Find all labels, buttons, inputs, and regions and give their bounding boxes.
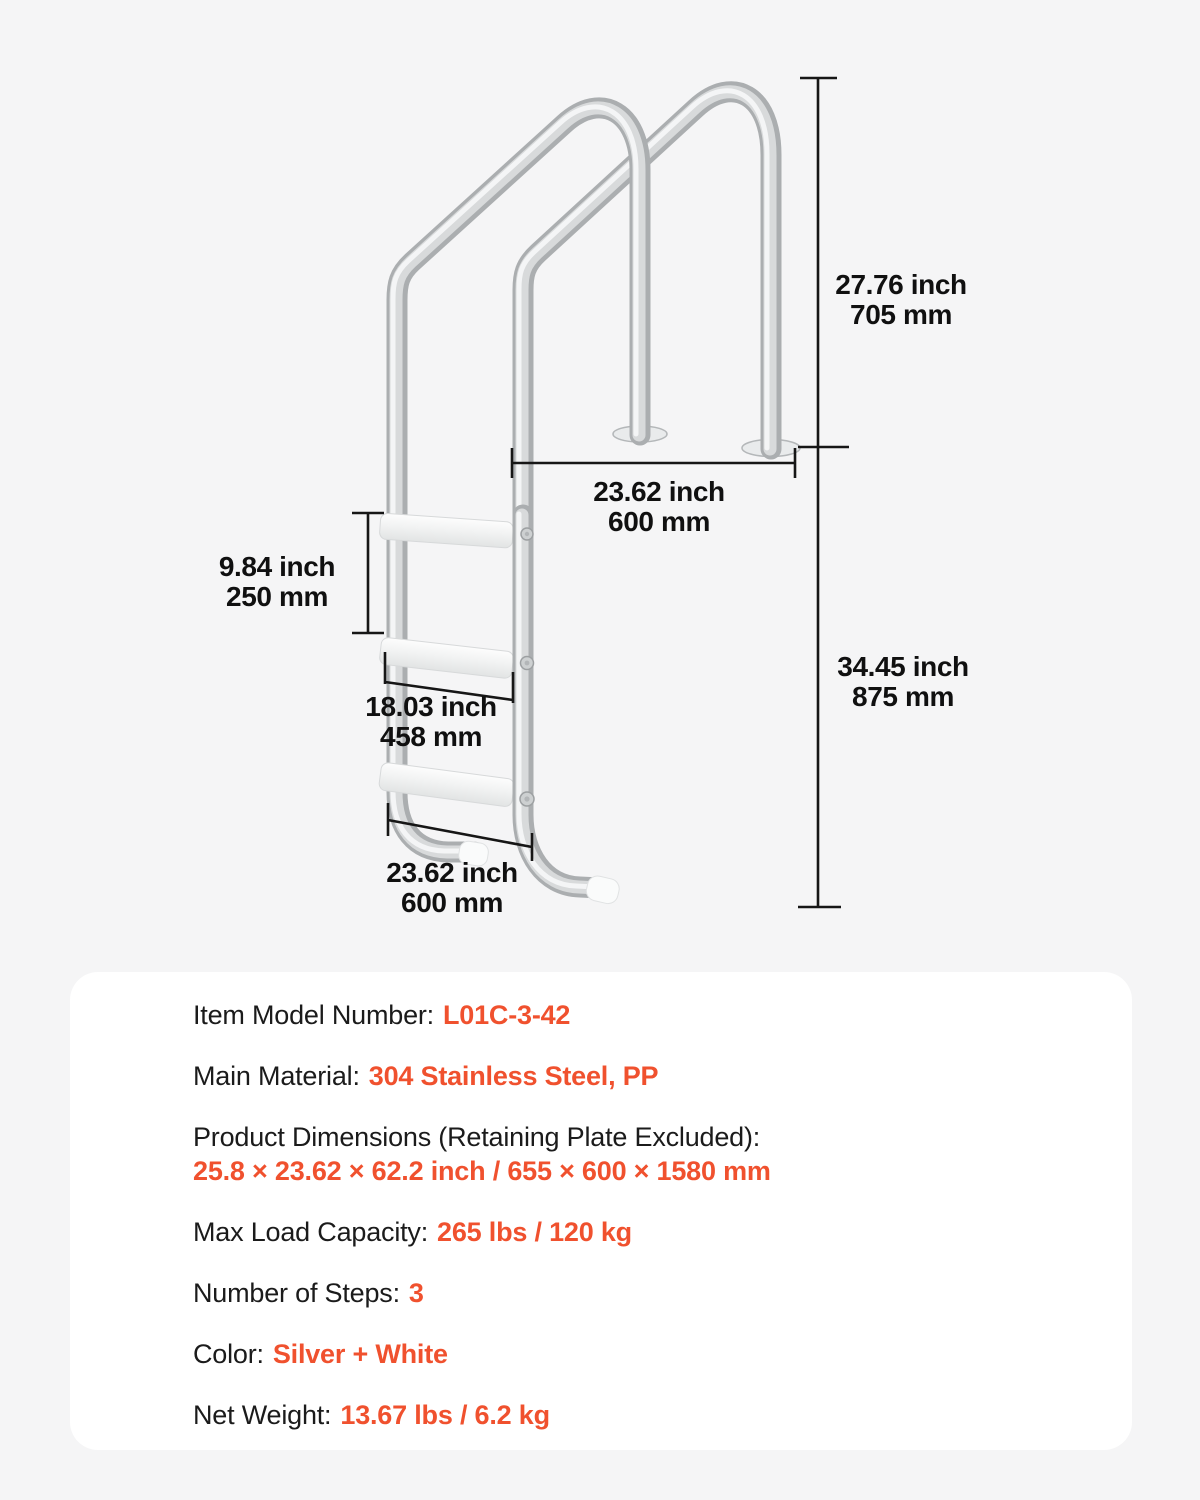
dim-line-right-vertical [798, 78, 849, 907]
end-cap-right [584, 874, 621, 906]
dim-label-step-spacing [219, 552, 335, 612]
screw-dot [525, 661, 530, 666]
dim-label-leg-span [386, 858, 517, 918]
spec-label: Number of Steps: [193, 1278, 400, 1308]
spec-row-model-number [193, 998, 1092, 1032]
dim-inch: 27.76 inch [835, 269, 967, 300]
spec-label: Max Load Capacity: [193, 1217, 429, 1247]
dim-inch: 34.45 inch [837, 651, 969, 682]
spec-value: 3 [408, 1278, 424, 1308]
dim-mm: 458 mm [380, 721, 482, 752]
spec-row-load-capacity [193, 1215, 1092, 1249]
dim-mm: 875 mm [852, 681, 954, 712]
spec-row-steps [193, 1276, 1092, 1310]
handrail-right-lower [519, 514, 600, 888]
spec-value: 265 lbs / 120 kg [437, 1217, 632, 1247]
dim-inch: 9.84 inch [218, 551, 336, 582]
spec-row-color [193, 1337, 1092, 1371]
dim-label-lower-height [837, 652, 968, 712]
dim-mm: 600 mm [401, 887, 503, 918]
dim-mm: 600 mm [608, 506, 710, 537]
dim-inch: 23.62 inch [386, 857, 518, 888]
screw-dot [525, 532, 529, 536]
spec-row-dimensions [193, 1120, 1092, 1188]
spec-value: L01C-3-42 [442, 1000, 571, 1030]
dim-line-step-spacing [352, 513, 384, 633]
spec-value: 25.8 × 23.62 × 62.2 inch / 655 × 600 × 1580 mm [193, 1156, 771, 1186]
tube-shade [523, 515, 600, 888]
spec-row-material [193, 1059, 1092, 1093]
dim-label-step-width [365, 692, 496, 752]
spec-label: Item Model Number: [193, 1000, 434, 1030]
spec-label: Main Material: [193, 1061, 360, 1091]
dim-label-handrail-height [835, 270, 966, 330]
dim-inch: 23.62 inch [593, 476, 725, 507]
dim-mm: 705 mm [850, 299, 952, 330]
spec-row-net-weight [193, 1398, 1092, 1432]
spec-label: Color: [193, 1339, 264, 1369]
dim-inch: 18.03 inch [365, 691, 497, 722]
spec-value: 13.67 lbs / 6.2 kg [340, 1400, 550, 1430]
spec-panel [70, 972, 1132, 1450]
dim-mm: 250 mm [226, 581, 328, 612]
screw-dot [524, 796, 529, 801]
spec-label: Net Weight: [193, 1400, 332, 1430]
spec-value: Silver + White [272, 1339, 448, 1369]
spec-value: 304 Stainless Steel, PP [368, 1061, 659, 1091]
spec-label: Product Dimensions (Retaining Plate Excluded): [193, 1122, 761, 1152]
dim-label-flange-spacing [593, 477, 724, 537]
